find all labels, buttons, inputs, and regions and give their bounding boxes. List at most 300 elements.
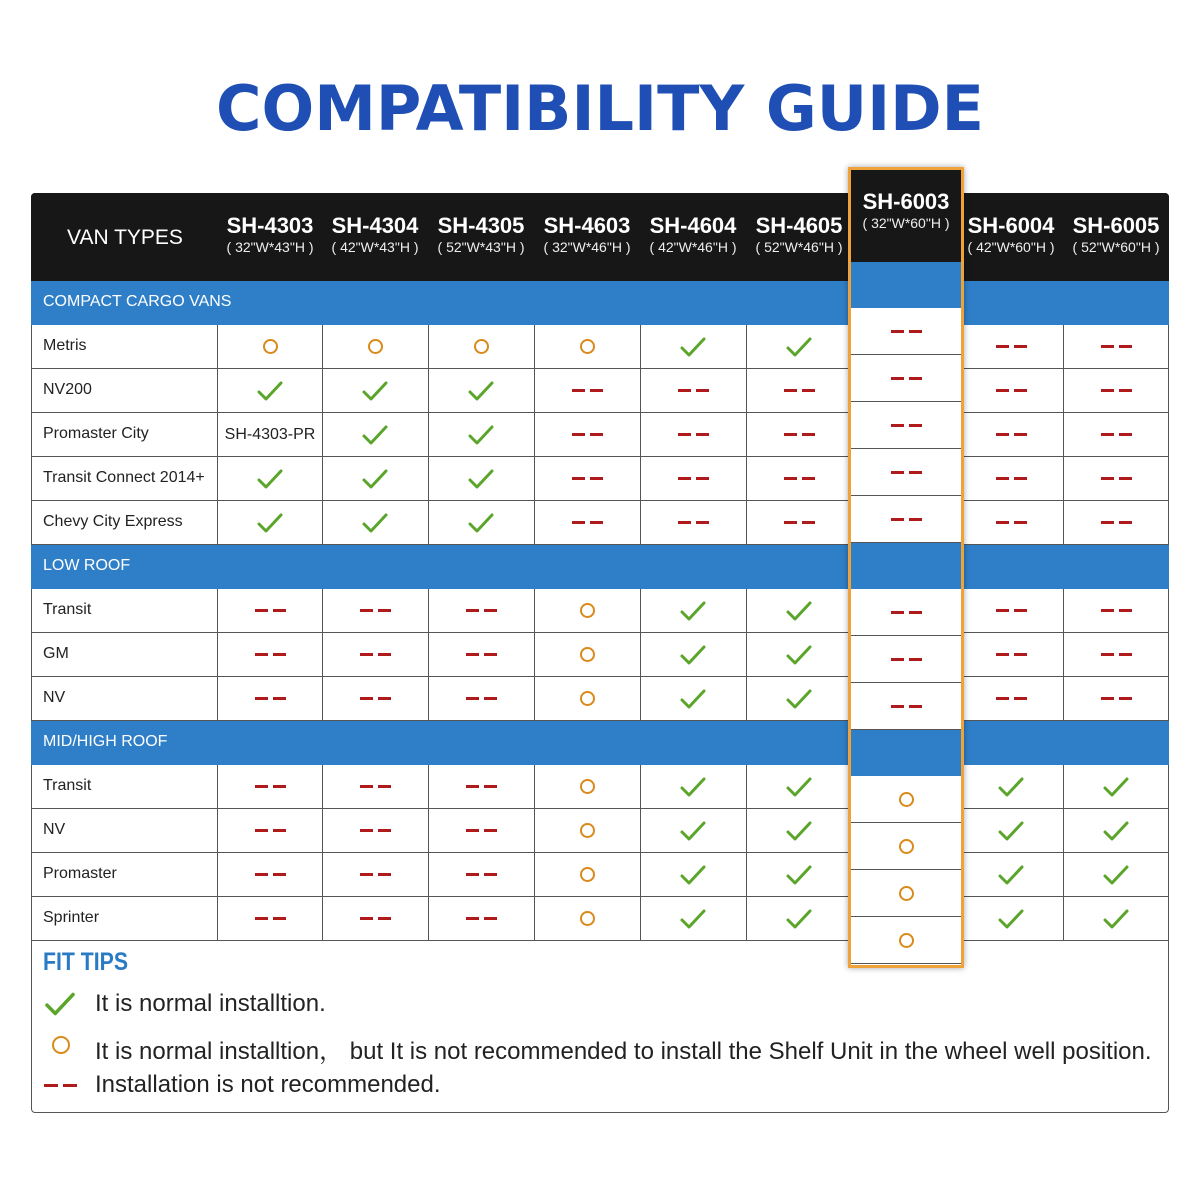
table-cell <box>428 325 534 368</box>
check-icon <box>680 600 706 622</box>
table-cell <box>640 765 746 808</box>
dash-icon <box>466 653 497 656</box>
dash-icon <box>891 518 922 521</box>
section-title: MID/HIGH ROOF <box>43 733 168 750</box>
table-cell <box>428 457 534 500</box>
check-icon <box>44 991 76 1022</box>
table-cell <box>428 589 534 632</box>
table-cell <box>1063 325 1169 368</box>
circle-icon <box>580 911 595 926</box>
table-cell <box>534 809 640 852</box>
check-icon <box>786 864 812 886</box>
van-types-header: VAN TYPES <box>67 226 183 249</box>
circle-icon <box>899 886 914 901</box>
row-divider <box>851 963 961 964</box>
dash-icon <box>678 389 709 392</box>
column-divider <box>746 589 747 721</box>
dash-icon <box>678 477 709 480</box>
table-cell <box>640 457 746 500</box>
table-cell <box>217 413 323 456</box>
circle-icon <box>580 339 595 354</box>
column-divider <box>640 325 641 545</box>
dash-icon <box>996 433 1027 436</box>
table-cell <box>746 897 852 940</box>
table-cell <box>746 413 852 456</box>
row-label: Promaster City <box>43 425 149 442</box>
table-cell <box>217 853 323 896</box>
column-divider <box>534 589 535 721</box>
dash-icon <box>360 697 391 700</box>
table-cell <box>322 413 428 456</box>
table-cell <box>428 765 534 808</box>
table-cell <box>958 765 1064 808</box>
check-icon <box>1103 908 1129 930</box>
dash-icon <box>784 433 815 436</box>
table-cell <box>958 457 1064 500</box>
column-dims: ( 32"W*60"H ) <box>862 215 950 231</box>
dash-icon <box>1101 697 1132 700</box>
dash-icon <box>255 785 286 788</box>
highlight-cell <box>851 402 961 448</box>
column-divider <box>746 765 747 941</box>
table-cell <box>534 633 640 676</box>
table-cell <box>1063 765 1169 808</box>
dash-icon <box>572 389 603 392</box>
table-cell <box>534 413 640 456</box>
dash-icon <box>360 609 391 612</box>
check-icon <box>468 512 494 534</box>
column-name: SH-4304 <box>331 213 419 238</box>
circle-icon <box>899 839 914 854</box>
table-cell <box>1063 677 1169 720</box>
dash-icon <box>466 697 497 700</box>
table-cell <box>1063 897 1169 940</box>
dash-icon <box>1101 521 1132 524</box>
table-cell <box>1063 369 1169 412</box>
dash-icon <box>996 345 1027 348</box>
column-divider <box>534 325 535 545</box>
row-label: Promaster <box>43 865 117 882</box>
dash-icon <box>1101 389 1132 392</box>
dash-icon <box>360 829 391 832</box>
table-cell <box>640 677 746 720</box>
table-cell <box>534 589 640 632</box>
dash-icon <box>1101 609 1132 612</box>
table-cell <box>428 809 534 852</box>
column-divider <box>640 765 641 941</box>
highlight-cell <box>851 636 961 682</box>
dash-icon <box>784 477 815 480</box>
circle-icon <box>368 339 383 354</box>
dash-icon <box>891 471 922 474</box>
table-cell <box>322 633 428 676</box>
dash-icon <box>996 389 1027 392</box>
table-cell <box>534 853 640 896</box>
table-cell <box>1063 413 1169 456</box>
dash-icon <box>784 389 815 392</box>
section-header <box>31 545 1169 589</box>
section-header <box>31 721 1169 765</box>
dash-icon <box>360 873 391 876</box>
dash-icon <box>466 609 497 612</box>
dash-icon <box>466 785 497 788</box>
dash-icon <box>360 785 391 788</box>
column-divider <box>534 765 535 941</box>
column-dims: ( 52"W*60"H ) <box>1072 239 1160 255</box>
table-cell <box>958 633 1064 676</box>
check-icon <box>468 380 494 402</box>
table-cell <box>640 325 746 368</box>
table-cell <box>640 369 746 412</box>
highlight-section-bar <box>851 730 961 776</box>
table-cell <box>746 853 852 896</box>
dash-icon <box>255 653 286 656</box>
table-cell <box>1063 457 1169 500</box>
circle-icon <box>52 1036 70 1054</box>
column-divider <box>1063 325 1064 545</box>
table-cell <box>1063 853 1169 896</box>
column-header-sh-4303 <box>217 214 323 256</box>
table-cell <box>217 897 323 940</box>
check-icon <box>998 820 1024 842</box>
dash-icon <box>255 917 286 920</box>
table-cell <box>534 765 640 808</box>
check-icon <box>786 600 812 622</box>
dash-icon <box>255 829 286 832</box>
column-name: SH-4305 <box>437 213 525 238</box>
dash-icon <box>996 521 1027 524</box>
check-icon <box>680 776 706 798</box>
check-icon <box>998 864 1024 886</box>
check-icon <box>786 776 812 798</box>
table-cell <box>958 897 1064 940</box>
table-cell <box>746 765 852 808</box>
circle-icon <box>580 647 595 662</box>
check-icon <box>468 468 494 490</box>
table-cell <box>746 325 852 368</box>
row-label: NV <box>43 689 66 706</box>
highlight-cell <box>851 870 961 916</box>
section-header <box>31 281 1169 325</box>
table-cell <box>746 677 852 720</box>
table-cell <box>428 897 534 940</box>
table-cell <box>958 853 1064 896</box>
check-icon <box>786 908 812 930</box>
dash-icon <box>255 873 286 876</box>
column-name: SH-6004 <box>967 213 1055 238</box>
table-cell <box>534 897 640 940</box>
table-cell <box>1063 589 1169 632</box>
highlighted-column-header <box>851 170 961 262</box>
highlight-cell <box>851 823 961 869</box>
dash-icon <box>572 521 603 524</box>
table-cell <box>322 897 428 940</box>
column-name: SH-4604 <box>649 213 737 238</box>
column-dims: ( 42"W*43"H ) <box>331 239 419 255</box>
dash-icon <box>44 1084 77 1087</box>
column-dims: ( 32"W*46"H ) <box>543 239 631 255</box>
column-dims: ( 52"W*43"H ) <box>437 239 525 255</box>
table-cell <box>958 589 1064 632</box>
dash-icon <box>678 433 709 436</box>
row-label: Transit Connect 2014+ <box>43 469 205 486</box>
table-cell <box>217 677 323 720</box>
table-cell <box>746 589 852 632</box>
dash-icon <box>891 611 922 614</box>
column-header-sh-4603 <box>534 214 640 256</box>
dash-icon <box>784 521 815 524</box>
table-cell <box>322 325 428 368</box>
page-title: COMPATIBILITY GUIDE <box>216 72 984 145</box>
table-cell <box>534 677 640 720</box>
check-icon <box>257 512 283 534</box>
circle-icon <box>474 339 489 354</box>
dash-icon <box>891 658 922 661</box>
table-cell <box>217 325 323 368</box>
column-header-sh-6005 <box>1063 214 1169 256</box>
check-icon <box>257 468 283 490</box>
check-icon <box>786 820 812 842</box>
section-title: COMPACT CARGO VANS <box>43 293 232 310</box>
dash-icon <box>891 705 922 708</box>
check-icon <box>362 380 388 402</box>
table-cell <box>322 501 428 544</box>
dash-icon <box>466 829 497 832</box>
column-divider <box>428 589 429 721</box>
check-icon <box>362 512 388 534</box>
table-cell <box>534 457 640 500</box>
column-divider <box>1063 589 1064 721</box>
table-cell <box>322 765 428 808</box>
row-label: Transit <box>43 777 92 794</box>
check-icon <box>998 908 1024 930</box>
check-icon <box>680 688 706 710</box>
table-cell <box>640 589 746 632</box>
column-name: SH-4605 <box>755 213 843 238</box>
circle-icon <box>580 779 595 794</box>
check-icon <box>257 380 283 402</box>
dash-icon <box>44 1084 77 1087</box>
circle-icon <box>580 867 595 882</box>
table-cell <box>217 501 323 544</box>
fit-tip-text: It is normal installtion， but It is not recommended to install the Shelf Unit in the wheel well position. <box>95 1038 1152 1065</box>
column-header-sh-4605 <box>746 214 852 256</box>
check-icon <box>1103 864 1129 886</box>
circle-icon <box>580 823 595 838</box>
table-cell <box>322 677 428 720</box>
highlight-cell <box>851 496 961 542</box>
dash-icon <box>572 433 603 436</box>
row-label: Metris <box>43 337 87 354</box>
table-cell <box>322 457 428 500</box>
dash-icon <box>255 697 286 700</box>
table-cell <box>640 809 746 852</box>
table-cell <box>640 853 746 896</box>
circle-icon <box>580 603 595 618</box>
dash-icon <box>466 873 497 876</box>
column-name: SH-6005 <box>1072 213 1160 238</box>
table-cell <box>322 809 428 852</box>
fit-tip-text: It is normal installtion. <box>95 990 326 1017</box>
dash-icon <box>678 521 709 524</box>
column-divider <box>640 589 641 721</box>
table-cell <box>428 853 534 896</box>
check-icon <box>786 688 812 710</box>
column-name: SH-4603 <box>543 213 631 238</box>
column-divider <box>746 325 747 545</box>
column-header-sh-6004 <box>958 214 1064 256</box>
table-cell <box>534 369 640 412</box>
fit-tip-text: Installation is not recommended. <box>95 1071 441 1098</box>
highlight-cell <box>851 589 961 635</box>
circle-icon <box>263 339 278 354</box>
dash-icon <box>996 609 1027 612</box>
column-divider <box>217 765 218 941</box>
table-cell <box>640 633 746 676</box>
table-cell <box>1063 501 1169 544</box>
highlighted-column-sh-6003 <box>848 167 964 968</box>
column-dims: ( 42"W*46"H ) <box>649 239 737 255</box>
check-icon <box>786 336 812 358</box>
table-cell <box>958 413 1064 456</box>
table-border <box>1168 325 1169 545</box>
table-cell <box>746 501 852 544</box>
row-label: Chevy City Express <box>43 513 183 530</box>
highlight-section-bar <box>851 543 961 589</box>
table-cell <box>746 457 852 500</box>
column-divider <box>322 325 323 545</box>
check-icon <box>680 864 706 886</box>
circle-icon <box>899 933 914 948</box>
fit-tips-title: FIT TIPS <box>43 948 128 976</box>
dash-icon <box>891 377 922 380</box>
table-cell <box>640 413 746 456</box>
table-cell <box>958 677 1064 720</box>
column-header-sh-4304 <box>322 214 428 256</box>
highlight-cell <box>851 776 961 822</box>
column-name: SH-6003 <box>862 189 950 214</box>
table-cell <box>746 633 852 676</box>
table-cell <box>217 369 323 412</box>
check-icon <box>680 908 706 930</box>
column-dims: ( 32"W*43"H ) <box>226 239 314 255</box>
dash-icon <box>1101 433 1132 436</box>
highlight-cell <box>851 917 961 963</box>
table-cell <box>534 501 640 544</box>
table-cell <box>428 369 534 412</box>
section-title: LOW ROOF <box>43 557 131 574</box>
table-border <box>1168 765 1169 941</box>
table-cell <box>428 413 534 456</box>
column-header-sh-4305 <box>428 214 534 256</box>
check-icon <box>362 424 388 446</box>
table-cell <box>428 501 534 544</box>
column-name: SH-4303 <box>226 213 314 238</box>
dash-icon <box>891 330 922 333</box>
column-header-sh-6003 <box>851 190 961 232</box>
table-cell <box>217 633 323 676</box>
check-icon <box>680 336 706 358</box>
table-cell <box>322 853 428 896</box>
dash-icon <box>891 424 922 427</box>
table-cell <box>1063 809 1169 852</box>
check-icon <box>680 820 706 842</box>
highlight-cell <box>851 308 961 354</box>
highlight-section-bar <box>851 262 961 308</box>
table-border <box>31 325 32 545</box>
table-cell <box>958 809 1064 852</box>
check-icon <box>1103 820 1129 842</box>
table-cell <box>1063 633 1169 676</box>
table-cell <box>428 633 534 676</box>
check-icon <box>998 776 1024 798</box>
circle-icon <box>899 792 914 807</box>
dash-icon <box>360 917 391 920</box>
circle-icon <box>52 1036 70 1054</box>
row-label: Sprinter <box>43 909 100 926</box>
table-border <box>1168 589 1169 721</box>
table-cell <box>746 809 852 852</box>
dash-icon <box>996 697 1027 700</box>
dash-icon <box>996 653 1027 656</box>
check-icon <box>468 424 494 446</box>
dash-icon <box>1101 653 1132 656</box>
table-cell <box>217 457 323 500</box>
table-cell <box>534 325 640 368</box>
column-divider <box>1063 765 1064 941</box>
table-border <box>31 589 32 721</box>
table-cell <box>322 589 428 632</box>
table-cell <box>958 325 1064 368</box>
table-cell <box>640 897 746 940</box>
cell-text: SH-4303-PR <box>224 425 316 443</box>
column-divider <box>322 589 323 721</box>
check-icon <box>362 468 388 490</box>
highlight-cell <box>851 449 961 495</box>
check-icon <box>44 991 76 1017</box>
dash-icon <box>466 917 497 920</box>
row-label: GM <box>43 645 69 662</box>
dash-icon <box>1101 477 1132 480</box>
table-cell <box>217 765 323 808</box>
row-label: NV200 <box>43 381 92 398</box>
table-cell <box>958 369 1064 412</box>
table-border <box>31 765 32 941</box>
highlight-cell <box>851 683 961 729</box>
highlight-cell <box>851 355 961 401</box>
column-divider <box>217 325 218 545</box>
check-icon <box>1103 776 1129 798</box>
table-cell <box>746 369 852 412</box>
table-cell <box>322 369 428 412</box>
table-cell <box>217 809 323 852</box>
row-label: NV <box>43 821 66 838</box>
check-icon <box>786 644 812 666</box>
dash-icon <box>360 653 391 656</box>
column-divider <box>217 589 218 721</box>
column-divider <box>428 325 429 545</box>
row-label: Transit <box>43 601 92 618</box>
column-divider <box>428 765 429 941</box>
table-cell <box>958 501 1064 544</box>
dash-icon <box>255 609 286 612</box>
column-dims: ( 52"W*46"H ) <box>755 239 843 255</box>
table-cell <box>428 677 534 720</box>
column-dims: ( 42"W*60"H ) <box>967 239 1055 255</box>
dash-icon <box>996 477 1027 480</box>
table-cell <box>640 501 746 544</box>
column-divider <box>322 765 323 941</box>
